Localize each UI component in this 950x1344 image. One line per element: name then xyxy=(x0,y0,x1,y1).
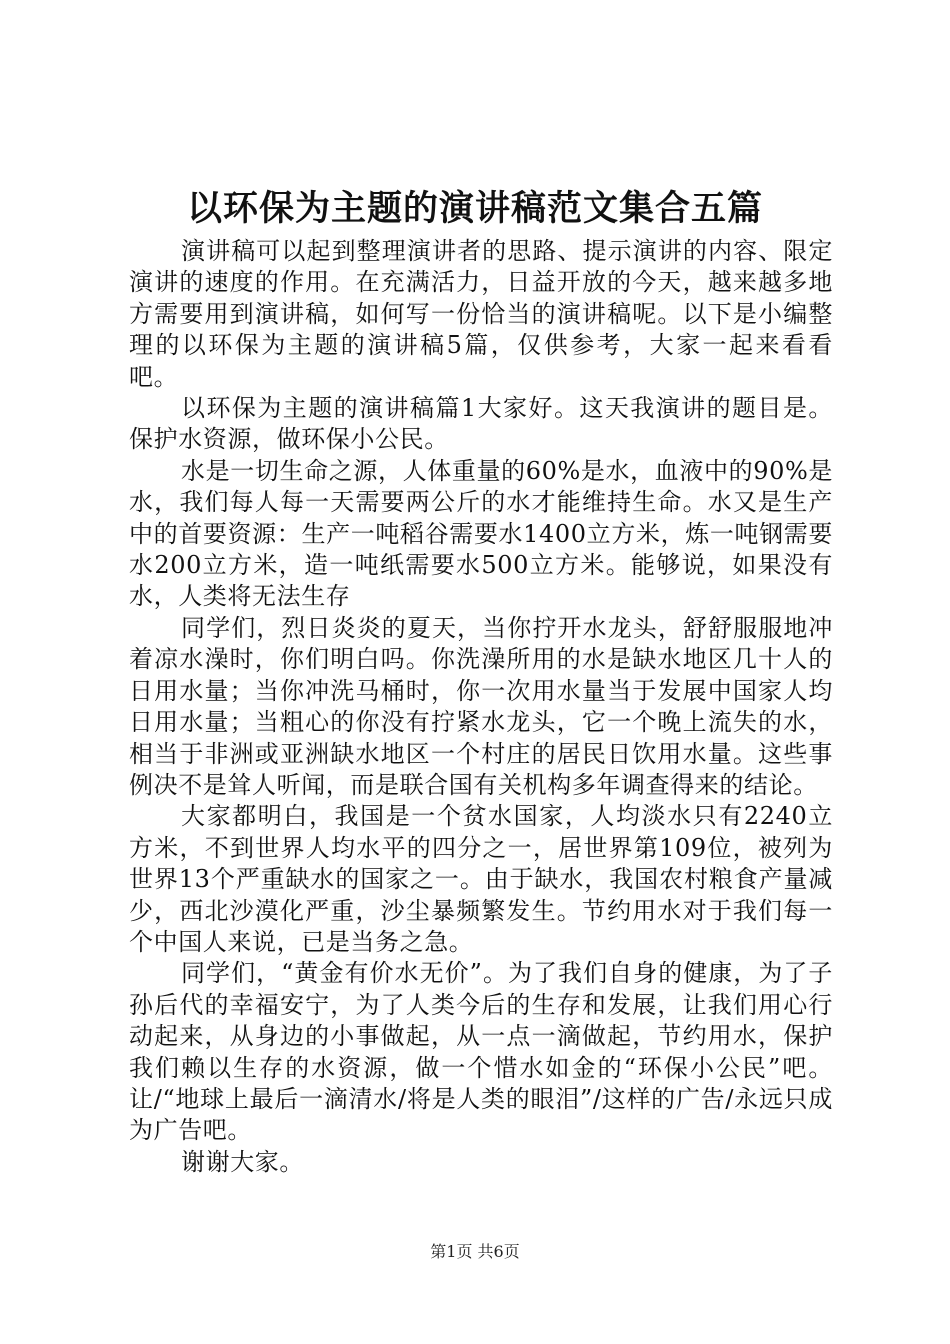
paragraph-water-shortage: 大家都明白，我国是一个贫水国家，人均淡水只有2240立方米，不到世界人均水平的四分之一，居世界第109位，被列为世界13个严重缺水的国家之一。由于缺水，我国农村粮食产量减少，西北沙漠化严重，沙尘暴频繁发生。节约用水对于我们每一个中国人来说，已是当务之急。 xyxy=(129,802,833,956)
paragraph-thanks: 谢谢大家。 xyxy=(181,1147,304,1176)
page-number-footer: 第1页 共6页 xyxy=(430,1242,520,1261)
document-title: 以环保为主题的演讲稿范文集合五篇 xyxy=(186,188,763,229)
paragraph-speech-opening: 以环保为主题的演讲稿篇1大家好。这天我演讲的题目是。保护水资源，做环保小公民。 xyxy=(129,394,833,454)
paragraph-call-to-action: 同学们，“黄金有价水无价”。为了我们自身的健康，为了子孙后代的幸福安宁，为了人类今后的生存和发展，让我们用心行动起来，从身边的小事做起，从一点一滴做起，节约用水，保护我们赖以生存的水资源，做一个惜水如金的“环保小公民”吧。让/“地球上最后一滴清水/将是人类的眼泪”/这样的广告/永远只成为广告吧。 xyxy=(129,959,833,1145)
document-body xyxy=(129,236,833,1178)
paragraph-intro: 演讲稿可以起到整理演讲者的思路、提示演讲的内容、限定演讲的速度的作用。在充满活力，日益开放的今天，越来越多地方需要用到演讲稿，如何写一份恰当的演讲稿呢。以下是小编整理的以环保为主题的演讲稿5篇，仅供参考，大家一起来看看吧。 xyxy=(129,237,833,391)
paragraph-water-waste: 同学们，烈日炎炎的夏天，当你拧开水龙头，舒舒服服地冲着凉水澡时，你们明白吗。你洗澡所用的水是缺水地区几十人的日用水量；当你冲洗马桶时，你一次用水量当于发展中国家人均日用水量；当粗心的你没有拧紧水龙头，它一个晚上流失的水，相当于非洲或亚洲缺水地区一个村庄的居民日饮用水量。这些事例决不是耸人听闻，而是联合国有关机构多年调查得来的结论。 xyxy=(129,613,833,799)
paragraph-water-source: 水是一切生命之源，人体重量的60%是水，血液中的90%是水，我们每人每一天需要两公斤的水才能维持生命。水又是生产中的首要资源：生产一吨稻谷需要水1400立方米，炼一吨钢需要水200立方米，造一吨纸需要水500立方米。能够说，如果没有水，人类将无法生存 xyxy=(129,456,833,611)
